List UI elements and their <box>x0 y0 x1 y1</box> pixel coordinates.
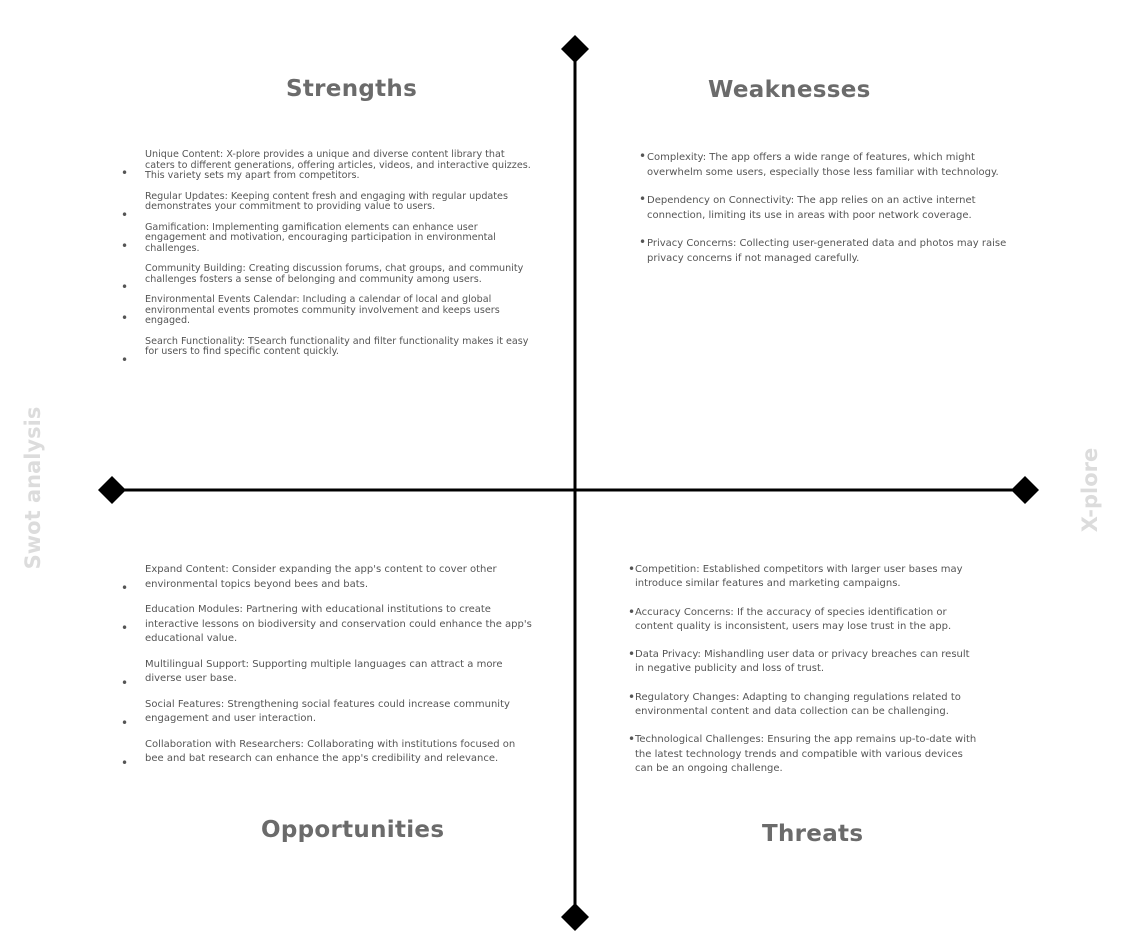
list-item: • Dependency on Connectivity: The app relies on an active internet connection, limiting its use in areas with poor network coverage. <box>639 192 976 221</box>
bullet-icon: • <box>121 675 129 690</box>
list-item: • Expand Content: Consider expanding the app's content to cover other environmental topics beyond bees and bats. <box>121 564 497 595</box>
opportunities-title: Opportunities <box>261 817 445 843</box>
bullet-icon: • <box>121 621 129 635</box>
bullet-icon: • <box>639 149 647 163</box>
strengths-list <box>121 149 537 368</box>
opportunities-list <box>121 563 535 778</box>
bullet-icon: • <box>121 352 129 367</box>
bullet-icon: • <box>121 311 129 325</box>
weaknesses-title: Weaknesses <box>708 77 871 103</box>
weaknesses-list <box>639 149 1017 279</box>
bullet-icon: • <box>121 238 129 253</box>
bullet-icon: • <box>628 604 636 619</box>
list-item: • Collaboration with Researchers: Collaborating with institutions focused on bee and bat research can enhance the app's credibility and relevance. <box>121 738 516 770</box>
bullet-icon: • <box>121 755 129 770</box>
list-item: • Social Features: Strengthening social features could increase community engagement and user interaction. <box>121 698 510 730</box>
list-item: • Privacy Concerns: Collecting user-generated data and photos may raise privacy concerns if not managed carefully. <box>639 235 1007 264</box>
list-item: • Education Modules: Partnering with educational institutions to create interactive lessons on biodiversity and conservation could enhance the app's educational value. <box>121 604 532 644</box>
list-item: • Complexity: The app offers a wide range of features, which might overwhelm some users, especially those less familiar with technology. <box>639 149 999 178</box>
threats-list <box>628 562 980 790</box>
list-item: • Unique Content: X-plore provides a unique and diverse content library that caters to different generations, offering articles, videos, and interactive quizzes. This variety sets my apart from competitors. <box>121 149 531 181</box>
bullet-icon: • <box>639 235 647 249</box>
bullet-icon: • <box>121 280 129 294</box>
bullet-icon: • <box>628 732 636 747</box>
list-item: • Regulatory Changes: Adapting to changing regulations related to environmental content and data collection can be challenging. <box>628 689 961 718</box>
list-item: • Search Functionality: TSearch functionality and filter functionality makes it easy for users to find specific content quickly. <box>121 335 529 367</box>
threats-title: Threats <box>762 821 864 847</box>
list-item: • Community Building: Creating discussion forums, chat groups, and community challenges fosters a sense of belonging and community among users. <box>121 263 524 294</box>
bullet-icon: • <box>121 715 129 730</box>
list-item: • Accuracy Concerns: If the accuracy of species identification or content quality is inconsistent, users may lose trust in the app. <box>628 604 952 632</box>
axis-bottom-diamond <box>561 903 589 931</box>
bullet-icon: • <box>121 207 129 222</box>
list-item: • Data Privacy: Mishandling user data or privacy breaches can result in negative publicity and loss of trust. <box>628 647 970 675</box>
bullet-icon: • <box>628 689 636 704</box>
bullet-icon: • <box>121 581 129 595</box>
list-item: • Competition: Established competitors with larger user bases may introduce similar features and marketing campaigns. <box>628 562 963 590</box>
side-label-x-plore: X-plore <box>1078 447 1102 533</box>
list-item: • Environmental Events Calendar: Including a calendar of local and global environmental events promotes community involvement and keeps users engaged. <box>121 294 500 326</box>
strengths-title: Strengths <box>286 76 418 102</box>
bullet-icon: • <box>628 562 636 576</box>
list-item: • Regular Updates: Keeping content fresh and engaging with regular updates demonstrates your commitment to providing value to users. <box>121 190 508 222</box>
axis-top-diamond <box>561 35 589 63</box>
list-item: • Multilingual Support: Supporting multiple languages can attract a more diverse user base. <box>121 658 503 690</box>
list-item: • Gamification: Implementing gamification elements can enhance user engagement and motivation, encouraging participation in environmental challenges. <box>121 221 496 254</box>
bullet-icon: • <box>628 647 636 662</box>
bullet-icon: • <box>121 166 129 180</box>
side-label-swot-analysis: Swot analysis <box>21 406 45 570</box>
axis-left-diamond <box>98 476 126 504</box>
axis-right-diamond <box>1011 476 1039 504</box>
list-item: • Technological Challenges: Ensuring the app remains up-to-date with the latest technology trends and compatible with various devices can be an ongoing challenge. <box>628 732 977 774</box>
bullet-icon: • <box>639 192 647 206</box>
